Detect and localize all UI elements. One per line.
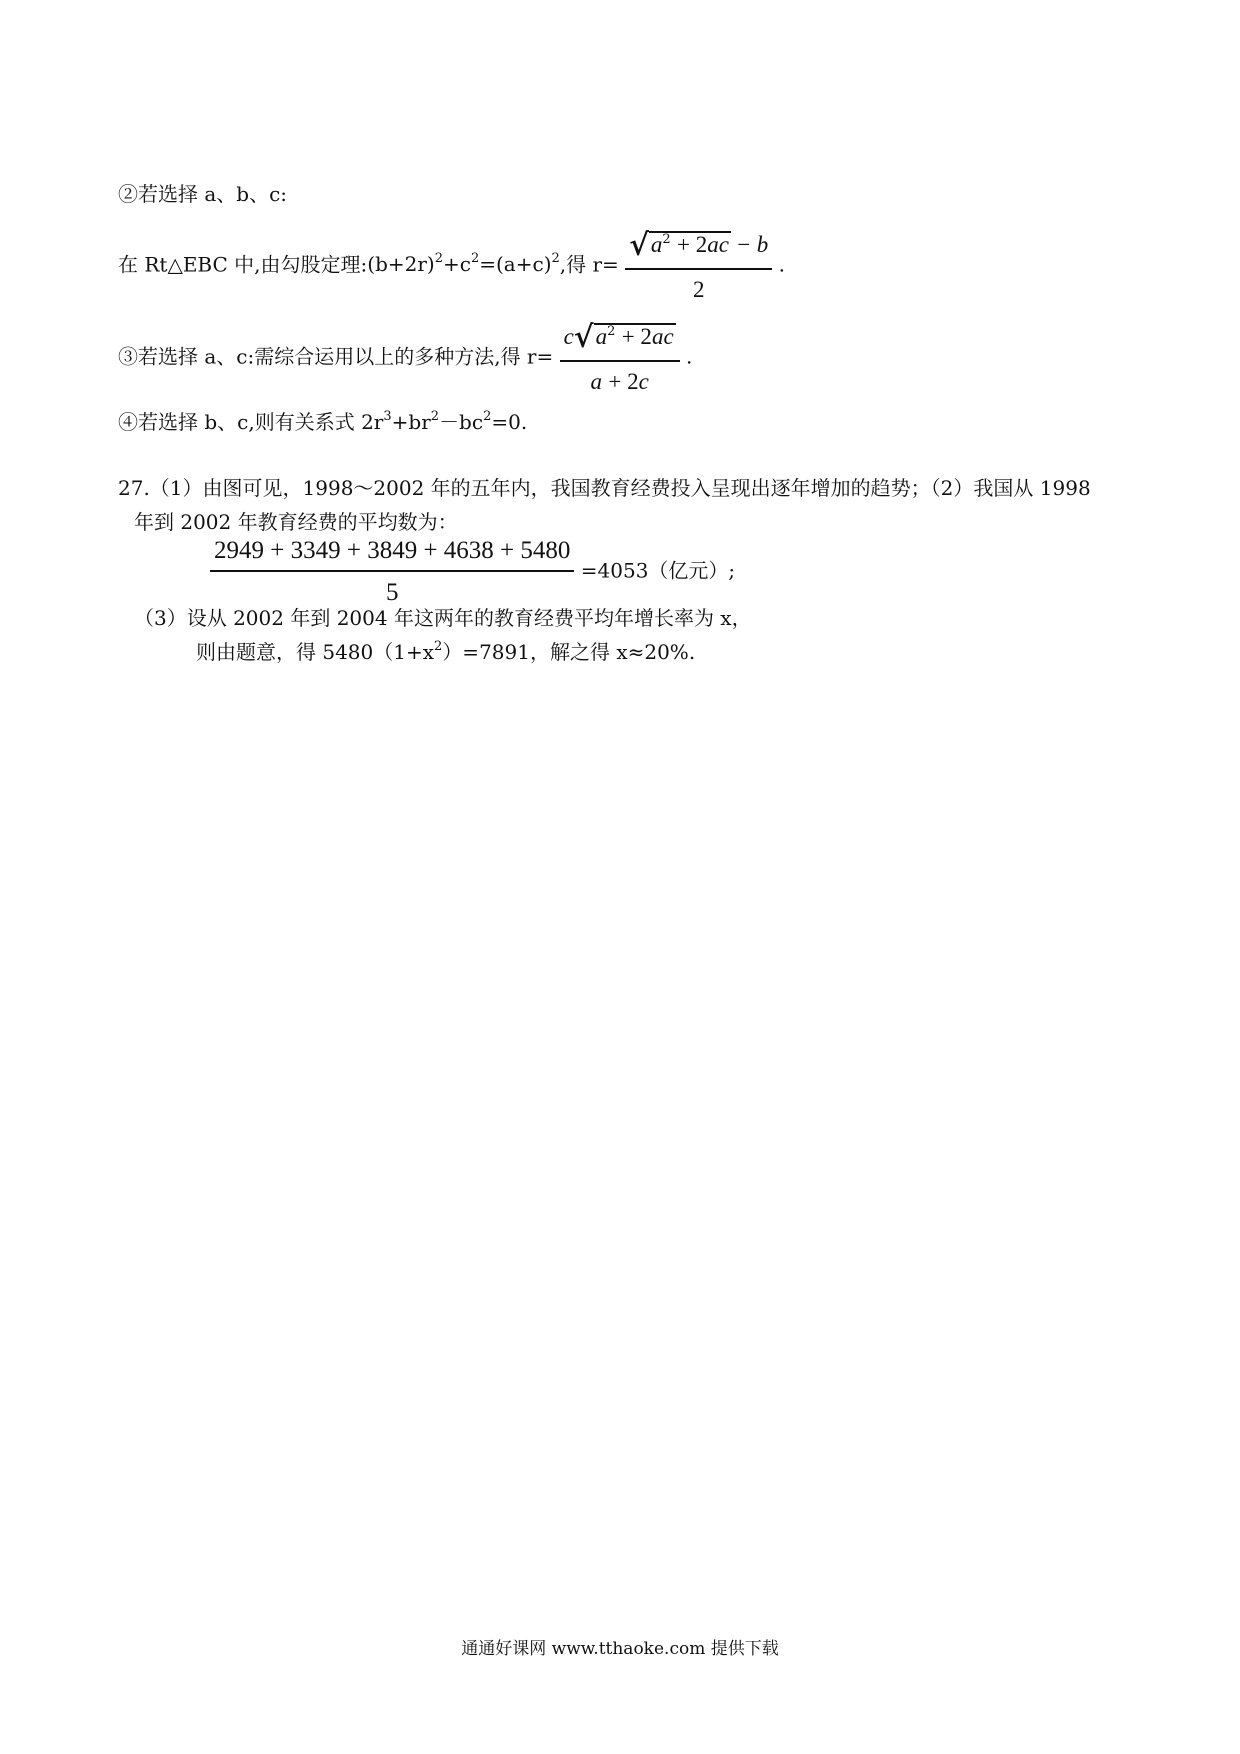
case3-formula-numerator: $c√a^2 + 2ac$ bbox=[560, 320, 680, 362]
case3-line bbox=[118, 320, 692, 396]
q27-avg-denominator: 5 bbox=[385, 579, 399, 606]
case2-result-prefix: ,得 r= bbox=[559, 252, 619, 277]
case2-tail: . bbox=[778, 252, 785, 277]
case2-formula bbox=[625, 228, 772, 304]
page-footer: 通通好课网 www.tthaoke.com 提供下载 bbox=[461, 1639, 779, 1659]
case2-text: 在 Rt△EBC 中,由勾股定理: bbox=[118, 252, 368, 277]
case2-heading: ②若选择 a、b、c: bbox=[118, 182, 288, 206]
q27-avg-numerator: 2949 + 3349 + 3849 + 4638 + 5480 bbox=[210, 536, 574, 572]
case4-text: ④若选择 b、c,则有关系式 $2r^3+br^2-bc^2=0$. bbox=[118, 409, 528, 434]
case2-equation: $(b+2r)^2+c^2=(a+c)^2$ bbox=[367, 251, 560, 277]
case3-formula-denominator: a + 2c bbox=[590, 369, 649, 394]
case3-text: ③若选择 a、c:需综合运用以上的多种方法,得 r= bbox=[118, 344, 554, 369]
case2-line bbox=[118, 228, 785, 304]
case2-formula-denominator: 2 bbox=[692, 277, 705, 302]
q27-average-fraction bbox=[210, 536, 574, 608]
q27-avg-result: =4053（亿元）; bbox=[580, 558, 736, 583]
q27-part3-solution: 则由题意，得 $5480(1+x^2)=7891$，解之得 x≈20%. bbox=[196, 639, 696, 664]
q27-line2: 年到 2002 年教育经费的平均数为： bbox=[134, 510, 458, 534]
case3-tail: . bbox=[686, 344, 693, 369]
q27-average bbox=[210, 536, 735, 608]
case2-formula-numerator: $√a^2 + 2ac - b$ bbox=[625, 228, 772, 270]
case3-formula bbox=[560, 320, 680, 396]
q27-part3: （3）设从 2002 年到 2004 年这两年的教育经费平均年增长率为 x， bbox=[134, 606, 752, 630]
q27-line1: 27.（1）由图可见，1998～2002 年的五年内，我国教育经费投入呈现出逐年增加的趋势；（2）我国从 1998 bbox=[118, 476, 1091, 500]
